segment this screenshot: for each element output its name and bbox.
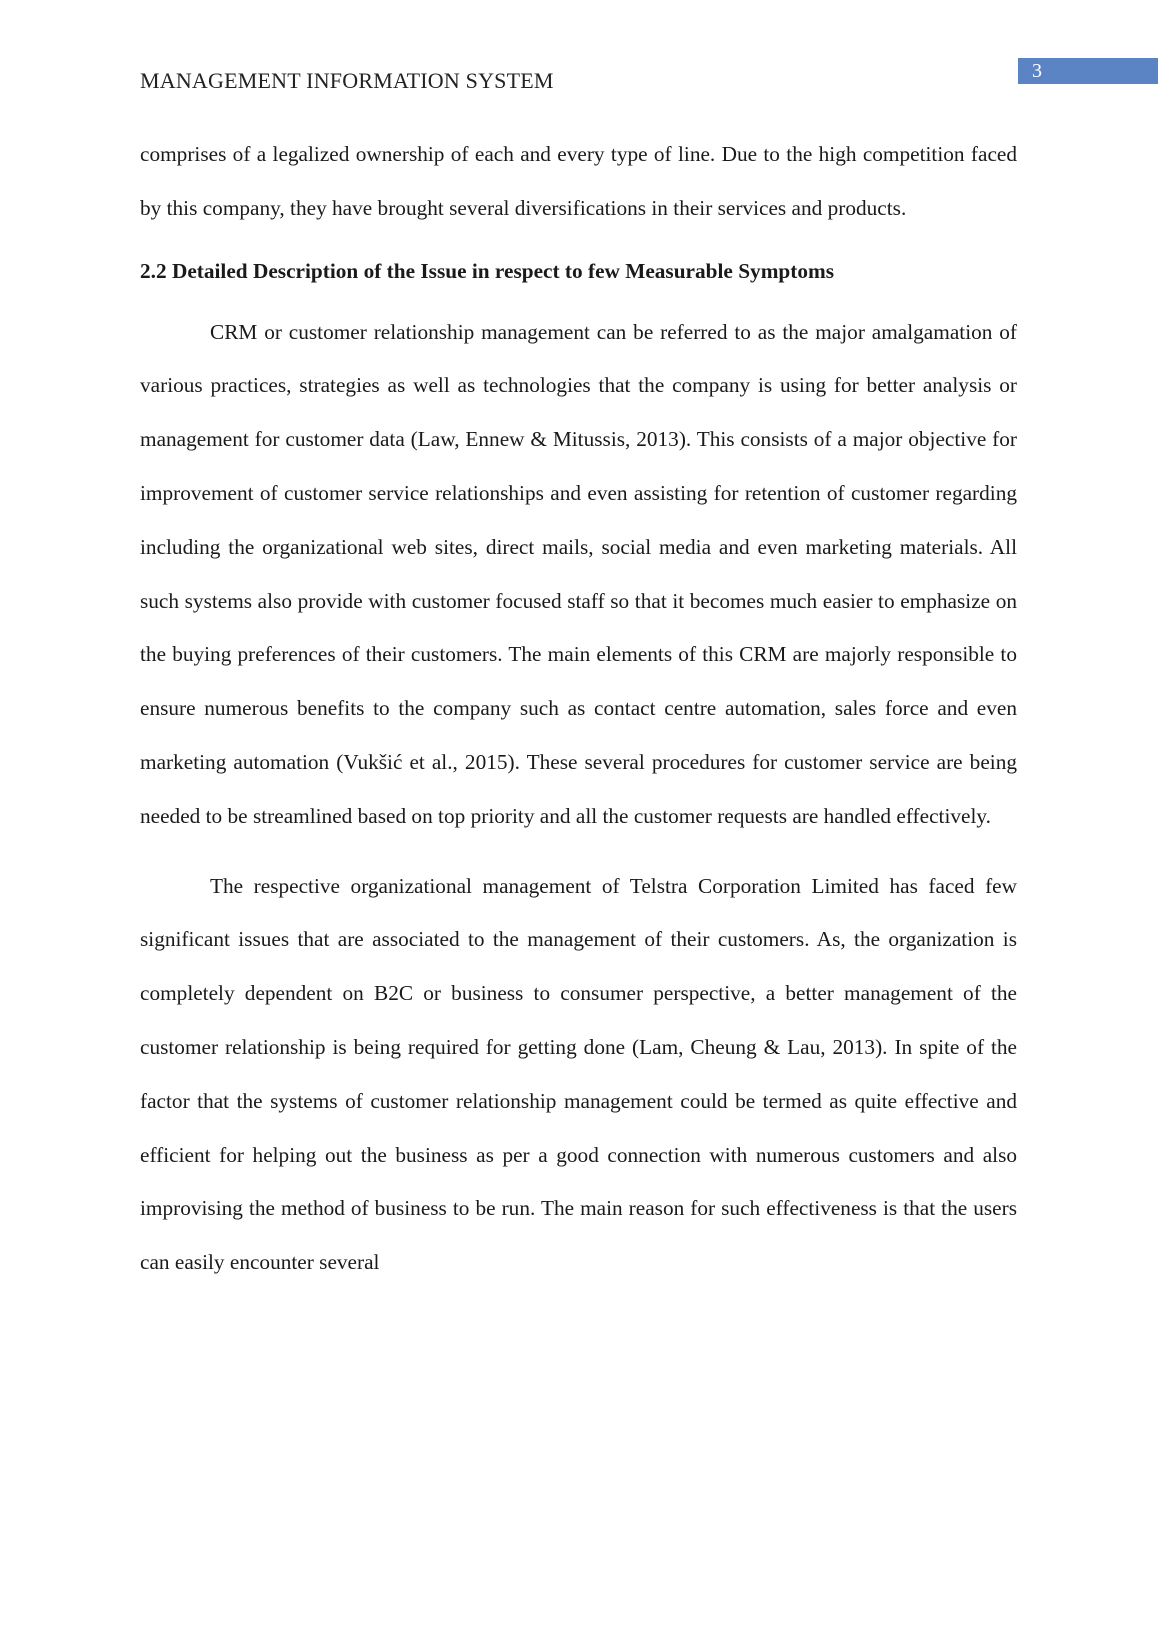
section-heading: 2.2 Detailed Description of the Issue in respect to few Measurable Symptoms (140, 258, 835, 283)
running-header-title: MANAGEMENT INFORMATION SYSTEM (140, 68, 554, 93)
paragraph-telstra-issues: The respective organizational management of Telstra Corporation Limited has faced few significant issues that are associated to the management of their customers. As, the organization is completely dependent on B2C or business to consumer perspective, a better management of the customer relationship is being required for getting done (Lam, Cheung & Lau, 2013). In spite of the factor that the systems of customer relationship management could be termed as quite effective and efficient for helping out the business as per a good connection with numerous customers and also improvising the method of business to be run. The main reason for such effectiveness is that the users can easily encounter several (140, 873, 1017, 1275)
paragraph-crm-definition: CRM or customer relationship management can be referred to as the major amalgamation of various practices, strategies as well as technologies that the company is using for better analysis or management for customer data (Law, Ennew & Mitussis, 2013). This consists of a major objective for improvement of customer service relationships and even assisting for retention of customer regarding including the organizational web sites, direct mails, social media and even marketing materials. All such systems also provide with customer focused staff so that it becomes much easier to emphasize on the buying preferences of their customers. The main elements of this CRM are majorly responsible to ensure numerous benefits to the company such as contact centre automation, sales force and even marketing automation (Vukšić et al., 2015). These several procedures for customer service are being needed to be streamlined based on top priority and all the customer requests are handled effectively. (140, 319, 1017, 828)
document-body (140, 128, 1017, 1290)
page-number: 3 (1018, 58, 1158, 84)
intro-paragraph: comprises of a legalized ownership of each and every type of line. Due to the high competition faced by this company, they have brought several diversifications in their services and products. (140, 142, 1017, 220)
